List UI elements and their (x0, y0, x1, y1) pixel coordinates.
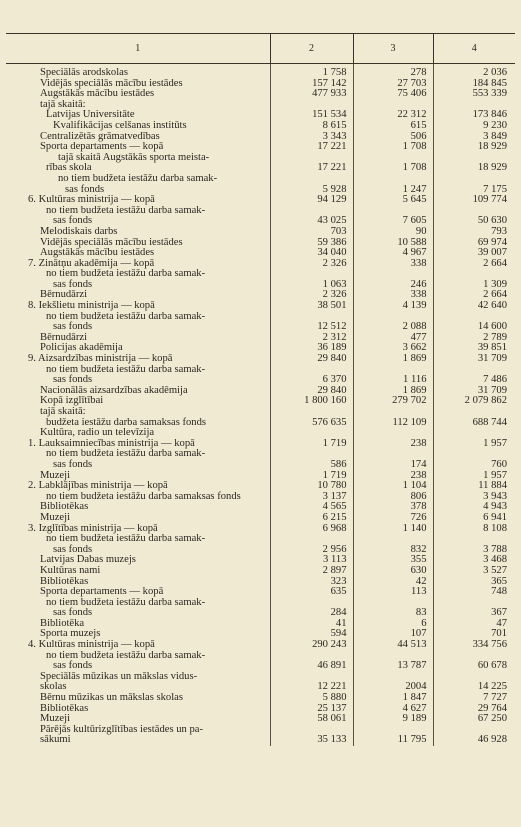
row-value-col2: 41 (270, 619, 353, 630)
row-value-col3: 1 116 (353, 375, 433, 386)
row-label: Augstākās mācību iestādes (6, 89, 270, 100)
row-value-col3: 11 795 (353, 735, 433, 746)
row-label: no tiem budžeta iestāžu darba samak- (6, 174, 270, 185)
row-value-col3: 1 708 (353, 142, 433, 153)
row-label: Policijas akadēmija (6, 343, 270, 354)
table-body (6, 64, 515, 747)
row-value-col2: 151 534 (270, 110, 353, 121)
row-value-col3: 7 605 (353, 216, 433, 227)
row-label: rības skola (6, 163, 270, 174)
row-value-col3: 1 247 (353, 185, 433, 196)
table-row (6, 735, 515, 746)
row-value-col4: 31 709 (477, 384, 507, 396)
row-value-col3: 113 (353, 587, 433, 598)
row-value-col3: 1 847 (353, 693, 433, 704)
row-value-col4: 184 845 (472, 77, 507, 89)
row-value-col3: 1 140 (353, 524, 433, 535)
row-value-col3: 1 104 (353, 481, 433, 492)
row-value-col3: 1 708 (353, 163, 433, 174)
row-label: sas fonds (6, 460, 270, 471)
row-value-col2: 1 719 (270, 471, 353, 482)
row-label: 3. Izglītības ministrija — kopā (6, 524, 270, 535)
row-value-col4: 60 678 (477, 660, 507, 672)
table-row (6, 672, 515, 683)
row-label: no tiem budžeta iestāžu darba samak- (6, 449, 270, 460)
row-value-col2: 34 040 (270, 248, 353, 259)
row-label: no tiem budžeta iestāžu darba samak- (6, 651, 270, 662)
row-value-col3: 90 (353, 227, 433, 238)
row-value-col4: 39 007 (477, 247, 507, 259)
row-value-col3: 1 869 (353, 386, 433, 397)
row-value-col4: 11 884 (478, 480, 507, 492)
row-value-col2: 6 215 (270, 513, 353, 524)
row-label: Centralizētās grāmatvedības (6, 132, 270, 143)
row-value-col2: 2 956 (270, 545, 353, 556)
row-label: Bērnu mūzikas un mākslas skolas (6, 693, 270, 704)
table-row (6, 227, 515, 238)
row-value-col2 (270, 407, 353, 418)
row-value-col2: 46 891 (270, 661, 353, 672)
row-value-col4: 1 957 (483, 437, 507, 449)
row-label: Sporta departaments — kopā (6, 142, 270, 153)
row-label: Bibliotēkas (6, 502, 270, 513)
row-value-col4: 553 339 (472, 88, 507, 100)
row-value-col4: 7 727 (483, 692, 507, 704)
row-value-col2: 2 326 (270, 290, 353, 301)
row-value-col4: 334 756 (472, 639, 507, 651)
row-label: tajā skaitā: (6, 100, 270, 111)
row-value-col3: 42 (353, 577, 433, 588)
row-value-col3: 75 406 (353, 89, 433, 100)
row-label: Latvijas Universitāte (6, 110, 270, 121)
row-value-col2: 2 897 (270, 566, 353, 577)
col-header-4: 4 (433, 34, 515, 64)
row-value-col3: 44 513 (353, 640, 433, 651)
row-value-col2: 323 (270, 577, 353, 588)
row-label: Kultūra, radio un televīzija (6, 428, 270, 439)
row-value-col2: 6 370 (270, 375, 353, 386)
row-value-col3: 4 627 (353, 704, 433, 715)
row-label: 9. Aizsardzības ministrija — kopā (6, 354, 270, 365)
table-row (6, 460, 515, 471)
row-value-col3: 107 (353, 629, 433, 640)
row-value-col4: 18 929 (477, 162, 507, 174)
row-label: Pārējās kultūrizglītības iestādes un pa- (6, 725, 270, 736)
row-value-col2: 594 (270, 629, 353, 640)
table-row (6, 174, 515, 185)
row-value-col4: 365 (491, 575, 507, 587)
row-label: sas fonds (6, 185, 270, 196)
row-value-col3: 174 (353, 460, 433, 471)
row-value-col3: 3 662 (353, 343, 433, 354)
row-label: 7. Zinātņu akadēmija — kopā (6, 259, 270, 270)
row-value-col2: 38 501 (270, 301, 353, 312)
row-value-col2: 8 615 (270, 121, 353, 132)
row-value-col2: 703 (270, 227, 353, 238)
row-value-col4: 67 250 (477, 713, 507, 725)
row-value-col4: 173 846 (472, 109, 507, 121)
row-value-col2: 12 512 (270, 322, 353, 333)
row-value-col4: 18 929 (477, 141, 507, 153)
row-value-col2: 58 061 (270, 714, 353, 725)
row-value-col2: 17 221 (270, 142, 353, 153)
row-value-col4: 39 851 (477, 342, 507, 354)
row-value-col4: 7 175 (483, 183, 507, 195)
row-label: Nacionālās aizsardzības akadēmija (6, 386, 270, 397)
row-label: no tiem budžeta iestāžu darba samak- (6, 312, 270, 323)
row-label: 2. Labklājības ministrija — kopā (6, 481, 270, 492)
row-value-col3: 5 645 (353, 195, 433, 206)
row-value-col2: 5 928 (270, 185, 353, 196)
row-value-col2: 586 (270, 460, 353, 471)
row-label: no tiem budžeta iestāžu darba samaksas fonds (6, 492, 270, 503)
row-label: sas fonds (6, 322, 270, 333)
row-value-col3: 13 787 (353, 661, 433, 672)
row-value-col2: 5 880 (270, 693, 353, 704)
row-value-col4: 3 527 (483, 564, 507, 576)
row-value-col4: 29 764 (477, 702, 507, 714)
table-row (6, 68, 515, 79)
row-value-col2: 576 635 (270, 418, 353, 429)
row-value-col4: 701 (491, 628, 507, 640)
row-label: Bibliotēkas (6, 577, 270, 588)
row-value-col2: 3 137 (270, 492, 353, 503)
row-label: sākumi (6, 735, 270, 746)
row-value-col3: 338 (353, 290, 433, 301)
row-label: sas fonds (6, 280, 270, 291)
row-label: Bērnudārzi (6, 333, 270, 344)
row-value-col2: 157 142 (270, 79, 353, 90)
row-value-col4: 109 774 (472, 194, 507, 206)
row-value-col4: 31 709 (477, 353, 507, 365)
row-value-col3: 27 703 (353, 79, 433, 90)
row-value-col2: 2 312 (270, 333, 353, 344)
row-value-col4: 367 (491, 607, 507, 619)
row-label: Muzeji (6, 513, 270, 524)
row-value-col3: 278 (353, 68, 433, 79)
row-value-col2: 1 758 (270, 68, 353, 79)
row-value-col2: 35 133 (270, 735, 353, 746)
row-label: no tiem budžeta iestāžu darba samak- (6, 269, 270, 280)
row-value-col4: 4 943 (483, 501, 507, 513)
row-value-col3: 506 (353, 132, 433, 143)
col-header-3: 3 (353, 34, 433, 64)
row-value-col4: 1 957 (483, 469, 507, 481)
row-value-col2: 29 840 (270, 386, 353, 397)
row-value-col4: 7 486 (483, 374, 507, 386)
row-value-col2: 12 221 (270, 682, 353, 693)
row-value-col2: 2 326 (270, 259, 353, 270)
row-value-col3: 378 (353, 502, 433, 513)
row-value-col3: 2 088 (353, 322, 433, 333)
row-value-col4: 50 630 (477, 215, 507, 227)
row-label: 1. Lauksaimniecības ministrija — kopā (6, 439, 270, 450)
row-value-col4: 688 744 (472, 416, 507, 428)
row-value-col2: 1 800 160 (270, 396, 353, 407)
row-label: Bibliotēkas (6, 704, 270, 715)
header-row (6, 34, 515, 64)
row-value-col3: 4 967 (353, 248, 433, 259)
row-label: budžeta iestāžu darba samaksas fonds (6, 418, 270, 429)
row-label: no tiem budžeta iestāžu darba samak- (6, 206, 270, 217)
row-label: Vidējās speciālās mācību iestādes (6, 79, 270, 90)
row-value-col4 (433, 407, 515, 418)
row-label: no tiem budžeta iestāžu darba samak- (6, 598, 270, 609)
row-label: Sporta muzejs (6, 629, 270, 640)
row-value-col2: 290 243 (270, 640, 353, 651)
row-label: no tiem budžeta iestāžu darba samak- (6, 534, 270, 545)
row-value-col4: 46 928 (477, 734, 507, 746)
row-label: Kultūras nami (6, 566, 270, 577)
col-header-2: 2 (270, 34, 353, 64)
row-value-col2: 59 386 (270, 238, 353, 249)
row-label: 8. Iekšlietu ministrija — kopā (6, 301, 270, 312)
row-value-col4: 8 108 (483, 522, 507, 534)
row-value-col2: 6 968 (270, 524, 353, 535)
row-label: sas fonds (6, 608, 270, 619)
budget-table (6, 33, 515, 746)
row-label: skolas (6, 682, 270, 693)
row-value-col4: 1 309 (483, 278, 507, 290)
row-label: sas fonds (6, 545, 270, 556)
row-value-col4: 3 849 (483, 130, 507, 142)
row-value-col4: 3 788 (483, 543, 507, 555)
row-value-col2: 94 129 (270, 195, 353, 206)
row-value-col4: 793 (491, 225, 507, 237)
row-value-col4 (433, 174, 515, 185)
row-value-col2: 3 113 (270, 555, 353, 566)
row-value-col2: 635 (270, 587, 353, 598)
row-value-col3: 615 (353, 121, 433, 132)
row-value-col3: 10 588 (353, 238, 433, 249)
row-label: sas fonds (6, 216, 270, 227)
row-value-col4: 2 664 (483, 257, 507, 269)
row-label: Latvijas Dabas muzejs (6, 555, 270, 566)
row-value-col4: 760 (491, 458, 507, 470)
row-value-col3: 726 (353, 513, 433, 524)
row-value-col4: 2 789 (483, 331, 507, 343)
row-value-col3: 22 312 (353, 110, 433, 121)
row-value-col3: 6 (353, 619, 433, 630)
row-value-col4: 42 640 (477, 300, 507, 312)
row-value-col3: 279 702 (353, 396, 433, 407)
row-value-col4: 6 941 (483, 511, 507, 523)
row-value-col4: 47 (496, 617, 507, 629)
col-header-1: 1 (6, 34, 270, 64)
row-value-col2: 29 840 (270, 354, 353, 365)
row-label: sas fonds (6, 375, 270, 386)
row-value-col4: 3 943 (483, 490, 507, 502)
row-value-col3: 355 (353, 555, 433, 566)
table-row (6, 566, 515, 577)
row-value-col2: 25 137 (270, 704, 353, 715)
row-value-col2: 43 025 (270, 216, 353, 227)
table-row (6, 725, 515, 736)
table-row (6, 121, 515, 132)
row-label: tajā skaitā: (6, 407, 270, 418)
row-value-col4: 748 (491, 586, 507, 598)
row-label: no tiem budžeta iestāžu darba samak- (6, 365, 270, 376)
row-label: sas fonds (6, 661, 270, 672)
row-label: tajā skaitā Augstākās sporta meista- (6, 153, 270, 164)
table-row (6, 502, 515, 513)
row-value-col3: 4 139 (353, 301, 433, 312)
row-value-col3: 112 109 (353, 418, 433, 429)
row-value-col3: 477 (353, 333, 433, 344)
row-value-col2: 3 343 (270, 132, 353, 143)
row-value-col2: 36 189 (270, 343, 353, 354)
row-value-col3 (353, 407, 433, 418)
row-label: Kvalifikācijas celšanas institūts (6, 121, 270, 132)
row-label: Speciālās arodskolas (6, 68, 270, 79)
row-value-col2: 17 221 (270, 163, 353, 174)
row-value-col3: 2004 (353, 682, 433, 693)
row-value-col4: 3 468 (483, 554, 507, 566)
row-value-col3: 630 (353, 566, 433, 577)
row-label: Bibliotēka (6, 619, 270, 630)
row-value-col3: 9 189 (353, 714, 433, 725)
row-value-col3: 806 (353, 492, 433, 503)
row-value-col4: 69 974 (477, 236, 507, 248)
row-value-col2: 1 063 (270, 280, 353, 291)
row-value-col3: 832 (353, 545, 433, 556)
row-value-col2: 10 780 (270, 481, 353, 492)
row-value-col4: 2 664 (483, 289, 507, 301)
row-label: 6. Kultūras ministrija — kopā (6, 195, 270, 206)
row-value-col2 (270, 174, 353, 185)
row-label: Muzeji (6, 714, 270, 725)
row-value-col4: 14 225 (477, 681, 507, 693)
row-value-col2: 284 (270, 608, 353, 619)
row-value-col3 (353, 174, 433, 185)
row-value-col4: 2 036 (483, 67, 507, 78)
row-value-col3: 338 (353, 259, 433, 270)
row-label: 4. Kultūras ministrija — kopā (6, 640, 270, 651)
table-row (6, 704, 515, 715)
row-label: Melodiskais darbs (6, 227, 270, 238)
row-value-col4: 14 600 (477, 321, 507, 333)
row-value-col2: 4 565 (270, 502, 353, 513)
row-label: Muzeji (6, 471, 270, 482)
row-value-col3: 238 (353, 439, 433, 450)
row-value-col2: 477 933 (270, 89, 353, 100)
table-row (6, 407, 515, 418)
row-value-col2: 1 719 (270, 439, 353, 450)
row-value-col3: 238 (353, 471, 433, 482)
row-label: Augstākās mācību iestādes (6, 248, 270, 259)
row-value-col3: 1 869 (353, 354, 433, 365)
table-row (6, 513, 515, 524)
row-label: Sporta departaments — kopā (6, 587, 270, 598)
row-label: Vidējās speciālās mācību iestādes (6, 238, 270, 249)
row-value-col4: 2 079 862 (464, 395, 507, 407)
row-label: Speciālās mūzikas un mākslas vidus- (6, 672, 270, 683)
row-value-col3: 246 (353, 280, 433, 291)
row-value-col4: 9 230 (483, 119, 507, 131)
row-value-col3: 83 (353, 608, 433, 619)
row-label: Kopā izglītībai (6, 396, 270, 407)
row-label: Bērnudārzi (6, 290, 270, 301)
